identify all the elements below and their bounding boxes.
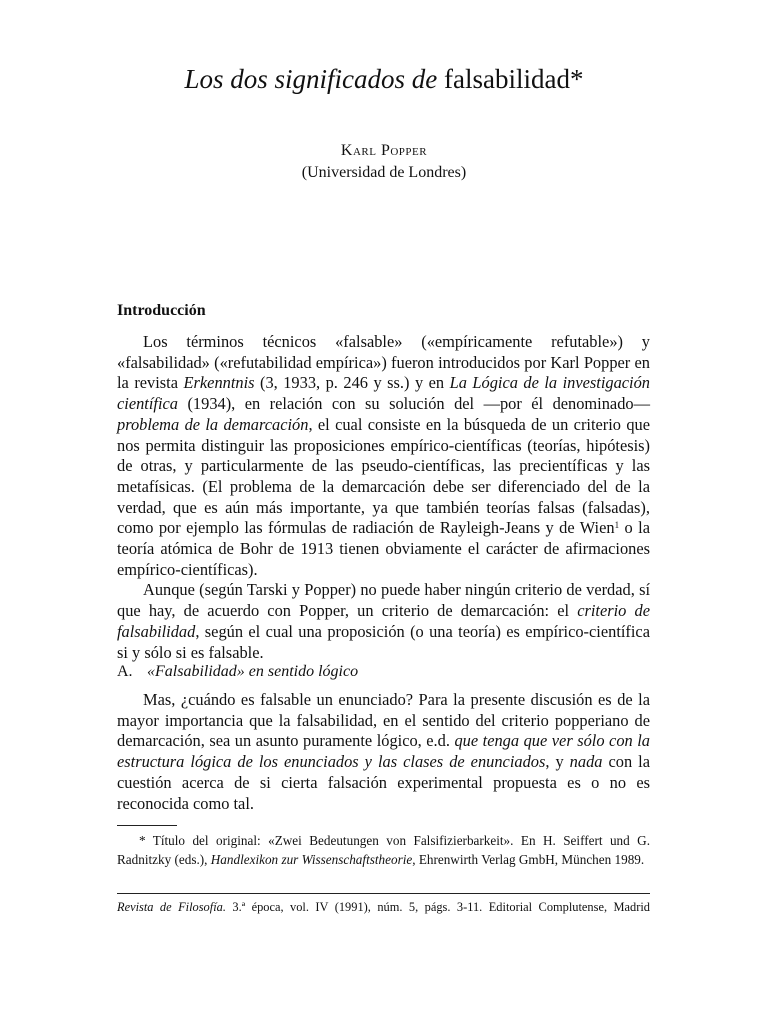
text-run: Aunque (según Tarski y Popper) no puede haber ningún criterio de verdad, sí que hay, de acuerdo con Popper, un criterio de demarcación: el <box>117 580 650 621</box>
intro-paragraph-1 <box>117 332 650 580</box>
journal-divider <box>117 893 650 894</box>
text-run: , Ehrenwirth Verlag GmbH, München 1989. <box>412 851 645 867</box>
author-affiliation: (Universidad de Londres) <box>301 164 467 181</box>
book-title-emphasis: La Lógica de la investigación científica <box>117 373 650 414</box>
author-name: Karl Popper <box>340 142 428 159</box>
intro-body <box>117 332 650 663</box>
section-heading-a <box>117 662 358 682</box>
book-title-emphasis: Handlexikon zur Wissenschaftstheorie <box>210 851 413 867</box>
text-run: (3, 1933, p. 246 y ss.) y en <box>254 373 450 393</box>
term-emphasis: criterio de falsabilidad <box>117 601 651 641</box>
text-run: , y <box>545 752 570 772</box>
article-title <box>0 62 768 96</box>
emphasis-run: que tenga que ver sólo con la estructura lógica de los enunciados y las clases de enunciados <box>117 731 650 772</box>
section-a-paragraph-1 <box>117 690 650 814</box>
text-run: * Título del original: «Zwei Bedeutungen von Falsifizierbarkeit». En H. Seiffert und G. Radnitzky (eds.), <box>117 833 650 867</box>
author-block <box>0 140 768 184</box>
term-emphasis: problema de la demarcación <box>117 414 309 434</box>
emphasis-run: nada <box>569 752 603 772</box>
section-heading-intro: Introducción <box>117 302 206 319</box>
footnote-paragraph <box>117 832 650 869</box>
text-run: , según el cual una proposición (o una teoría) es empírico-científica si y sólo si es falsable. <box>117 621 650 662</box>
text-run: (1934), en relación con su solución del —por él denominado— <box>178 394 650 414</box>
title-italic-part: Los dos significados de <box>184 64 438 94</box>
journal-citation <box>117 899 650 915</box>
footnote <box>117 832 650 869</box>
section-a-body <box>117 690 650 814</box>
text-run: Los términos técnicos «falsable» («empíricamente refutable») y «falsabilidad» («refutabilidad empírica») fueron introducidos por Karl Popper en la revista <box>117 332 650 393</box>
section-letter: A. <box>117 663 133 680</box>
title-plain-part: falsabilidad* <box>444 64 584 94</box>
journal-details: 3.ª época, vol. IV (1991), núm. 5, págs. 3-11. Editorial Complutense, Madrid <box>232 900 650 914</box>
text-run: , el cual consiste en la búsqueda de un criterio que nos permita distinguir las proposiciones empírico-científicas (teorías, hipótesis) de otras, y particularmente de las pseudo-científicas, las precientíficas y las metafísicas. (El problema de la demarcación debe ser diferenciado del de la verdad, que es aún más importante, ya que también teorías falsas (falsadas), como por ejemplo las fórmulas de radiación de Rayleigh-Jeans y de Wien <box>117 414 651 538</box>
text-run: o la teoría atómica de Bohr de 1913 tienen obviamente el carácter de afirmaciones empírico-científicas). <box>117 518 650 579</box>
footnote-marker: 1 <box>614 520 620 531</box>
section-title: «Falsabilidad» en sentido lógico <box>147 663 359 680</box>
text-run: con la cuestión acerca de si cierta falsación experimental propuesta es o no es reconocida como tal. <box>117 752 650 813</box>
journal-name-emphasis: Erkenntnis <box>183 373 255 393</box>
intro-paragraph-2 <box>117 580 650 663</box>
journal-name: Revista de Filosofía. <box>117 900 226 914</box>
text-run: Mas, ¿cuándo es falsable un enunciado? Para la presente discusión es de la mayor importancia que la falsabilidad, en el sentido del criterio popperiano de demarcación, sea un asunto puramente lógico, e.d. <box>117 690 650 751</box>
footnote-divider <box>117 825 177 826</box>
